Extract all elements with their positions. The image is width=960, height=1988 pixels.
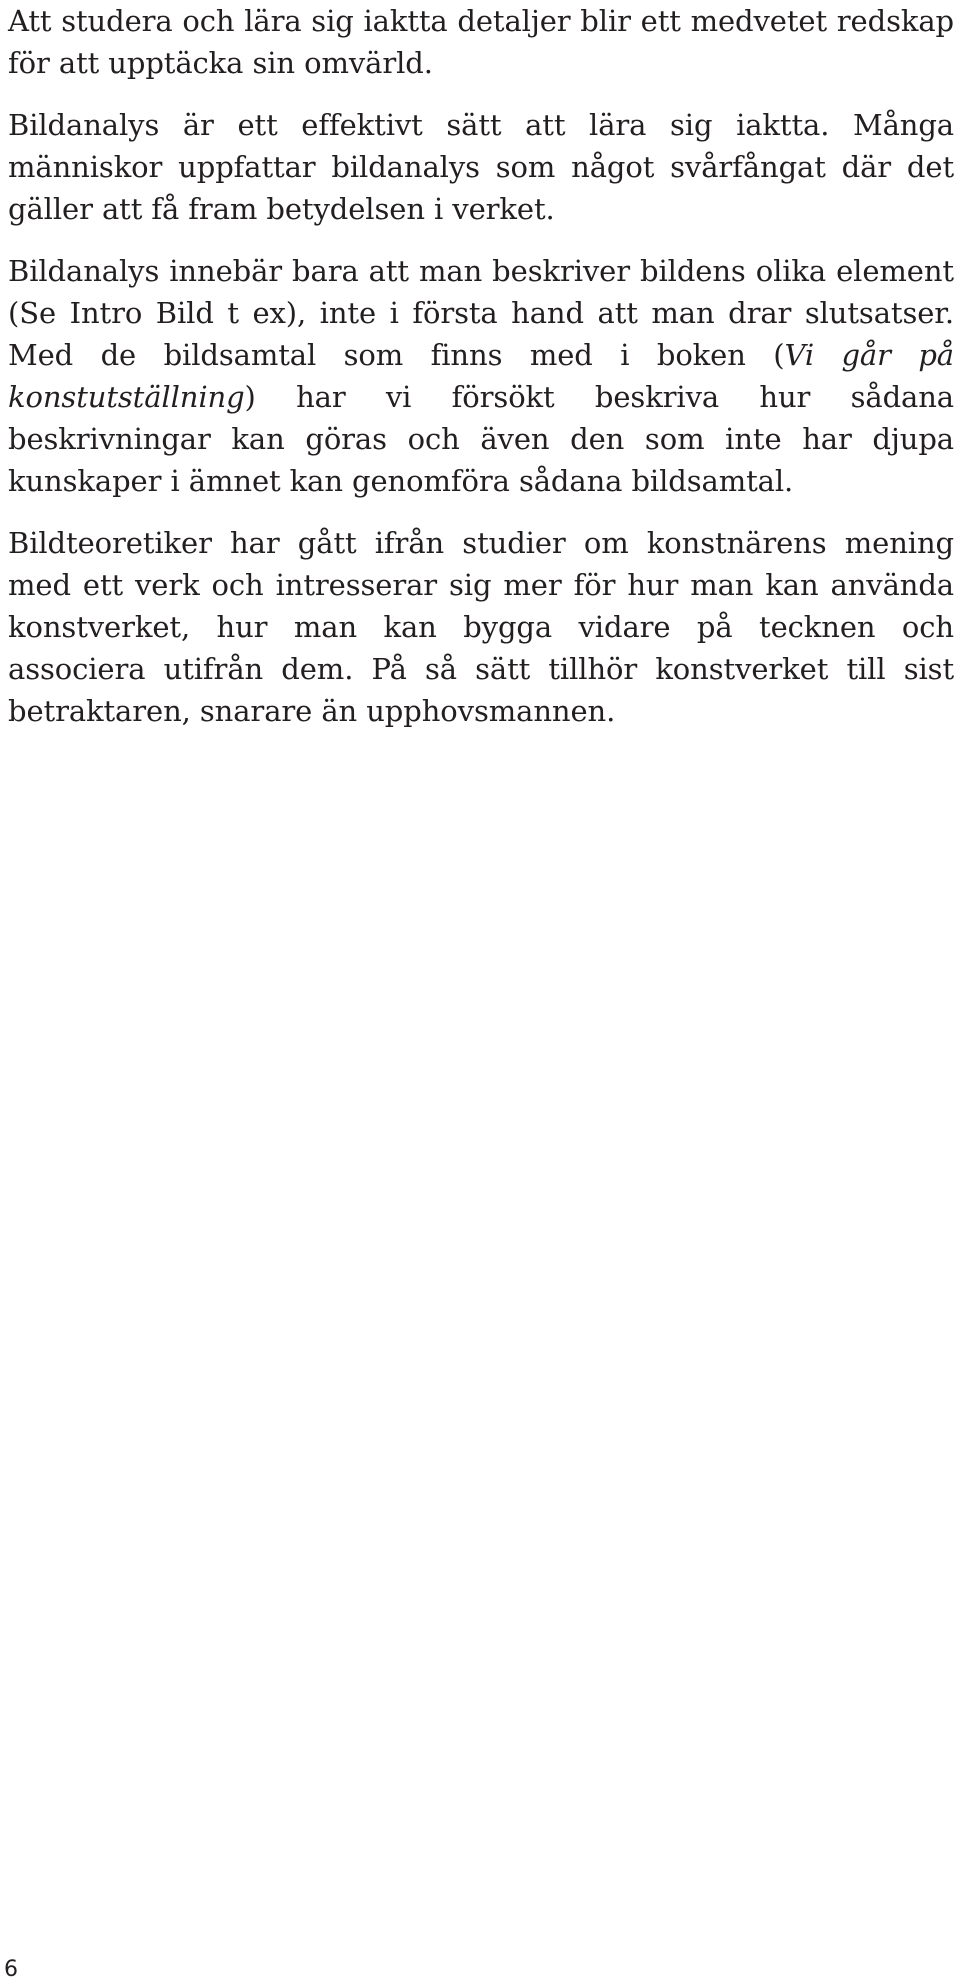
paragraph-2: Bildanalys är ett effektivt sätt att lära sig iaktta. Många människor uppfattar bildanalys som något svårfångat där det gäller att få fram betydelsen i verket.: [8, 108, 954, 226]
paragraph-1: Att studera och lära sig iaktta detaljer blir ett medvetet redskap för att upptäcka sin omvärld.: [8, 4, 954, 80]
paragraph-3-text-after: ) har vi försökt beskriva hur sådana beskrivningar kan göras och även den som inte har djupa kunskaper i ämnet kan genomföra sådana bildsamtal.: [8, 380, 954, 498]
body-text: [8, 0, 954, 752]
paragraph-3-text-before: Bildanalys innebär bara att man beskriver bildens olika element (Se Intro Bild t ex), inte i första hand att man drar slutsatser. Med de bildsamtal som finns med i boken (: [8, 254, 954, 372]
paragraph-4: Bildteoretiker har gått ifrån studier om konstnärens mening med ett verk och intresserar sig mer för hur man kan använda konstverket, hur man kan bygga vidare på tecknen och associera utifrån dem. På så sätt tillhör konstverket till sist betraktaren, snarare än upphovsmannen.: [8, 526, 954, 728]
page-number: 6: [4, 1957, 18, 1982]
book-title-italic: Vi går på konstutställning: [8, 338, 954, 414]
paragraph-3: [8, 250, 954, 502]
